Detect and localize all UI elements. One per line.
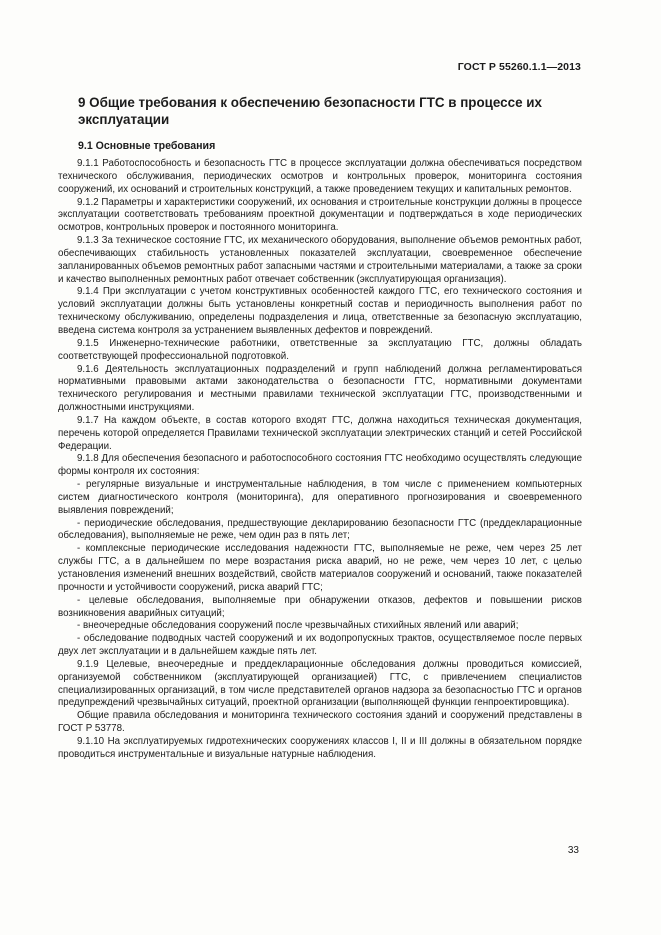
paragraph: 9.1.4 При эксплуатации с учетом конструктивных особенностей каждого ГТС, его технического состояния и условий эксплуатации должны быть установлены конкретный состав и периодичность выполнения работ по техническому обслуживанию, определены подразделения и лица, ответственные за безопасную эксплуатацию, введена система контроля за устранением выявленных дефектов и повреждений. xyxy=(58,286,582,336)
paragraph: 9.1.9 Целевые, внеочередные и преддекларационные обследования должны проводиться комиссией, организуемой собственником (эксплуатирующей организацией) ГТС, с привлечением специалистов специализированных организаций, в том числе представителей органов надзора за безопасностью ГТС и органов предупреждений чрезвычайных ситуаций, проектной организации (выполняющей функции генпроектировщика). xyxy=(58,658,582,709)
list-item: - обследование подводных частей сооружений и их водопропускных трактов, осуществляемое после первых двух лет эксплуатации и в дальнейшем каждые пять лет. xyxy=(58,633,582,658)
standard-number: ГОСТ Р 55260.1.1—2013 xyxy=(457,61,581,73)
page-number: 33 xyxy=(567,845,579,856)
paragraph: 9.1.8 Для обеспечения безопасного и работоспособного состояния ГТС необходимо осуществлять следующие формы контроля их состояния: xyxy=(58,453,582,478)
paragraph: 9.1.3 За техническое состояние ГТС, их механического оборудования, выполнение объемов ремонтных работ, обеспечивающих стабильность установленных показателей эксплуатации, своевременное обеспечение запланированных объемов ремонтных работ запасными частями и строительными материалами, а также за сроки и качество выполненных ремонтных работ отвечает собственник (эксплуатирующая организация). xyxy=(58,235,582,285)
subsection-title: 9.1 Основные требования xyxy=(78,140,216,152)
list-item: - комплексные периодические исследования надежности ГТС, выполняемые не реже, чем через 25 лет службы ГТС, а в дальнейшем по мере возрастания риска аварий, но не реже, чем через 10 лет, с целью установления изменений внешних воздействий, свойств материалов сооружений и оснований, также показателей прочности и устойчивости сооружений, риска аварий ГТС; xyxy=(58,543,582,593)
list-item: - целевые обследования, выполняемые при обнаружении отказов, дефектов и повышении рисков возникновения аварийных ситуаций; xyxy=(58,594,582,619)
list-item: - регулярные визуальные и инструментальные наблюдения, в том числе с применением компьютерных систем диагностического контроля (мониторинга), для оперативного прогнозирования и своевременного выявления повреждений; xyxy=(58,479,582,516)
paragraph: 9.1.7 На каждом объекте, в состав которого входят ГТС, должна находиться техническая документация, перечень которой определяется Правилами технической эксплуатации электрических станций и сетей Российской Федерации. xyxy=(58,414,582,452)
paragraph: Общие правила обследования и мониторинга технического состояния зданий и сооружений представлены в ГОСТ Р 53778. xyxy=(58,710,582,735)
section-title: 9 Общие требования к обеспечению безопасности ГТС в процессе их эксплуатации xyxy=(78,95,542,127)
paragraph: 9.1.1 Работоспособность и безопасность ГТС в процессе эксплуатации должна обеспечиваться посредством технического обслуживания, периодических осмотров и контрольных проверок, мониторинга состояния сооружений, их оснований и строительных конструкций, а также проведением текущих и капитальных ремонтов. xyxy=(58,158,582,195)
body-text xyxy=(58,158,582,762)
list-item: - периодические обследования, предшествующие декларированию безопасности ГТС (преддекларационные обследования), выполняемые не реже, чем один раз в пять лет; xyxy=(58,517,582,542)
paragraph: 9.1.5 Инженерно-технические работники, ответственные за эксплуатацию ГТС, должны обладать соответствующей профессиональной подготовкой. xyxy=(58,337,582,362)
paragraph: 9.1.6 Деятельность эксплуатационных подразделений и групп наблюдений должна регламентироваться нормативными правовыми актами законодательства о безопасности ГТС, нормативными документами технического регулирования и местными правилами технической эксплуатации ГТС, производственными и должностными инструкциями. xyxy=(58,363,582,414)
list-item: - внеочередные обследования сооружений после чрезвычайных стихийных явлений или аварий; xyxy=(77,620,519,632)
paragraph: 9.1.10 На эксплуатируемых гидротехнических сооружениях классов I, II и III должны в обязательном порядке проводиться инструментальные и визуальные натурные наблюдения. xyxy=(58,735,582,760)
paragraph: 9.1.2 Параметры и характеристики сооружений, их основания и строительные конструкции должны в процессе эксплуатации соответствовать требованиям проектной документации и подтверждаться в ходе периодических осмотров, контрольных проверок и постоянного мониторинга. xyxy=(58,196,582,234)
